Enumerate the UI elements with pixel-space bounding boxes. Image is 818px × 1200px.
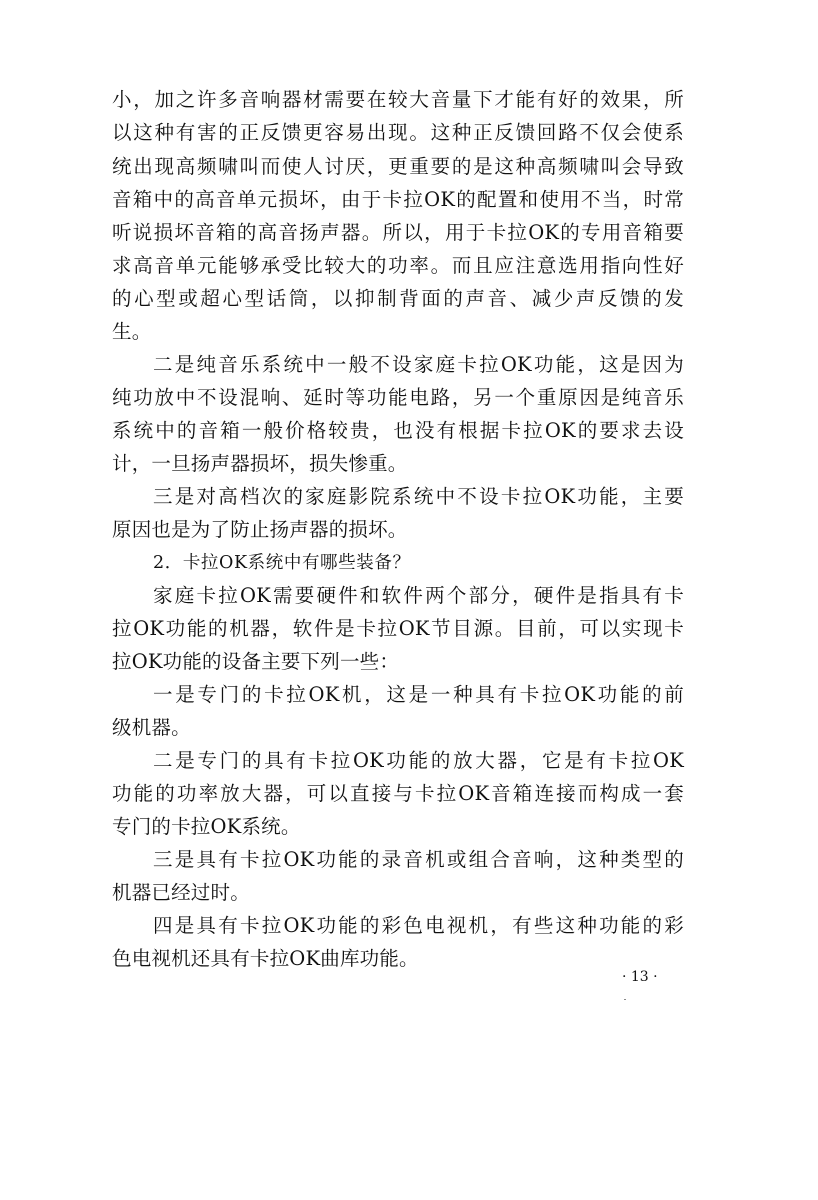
text-line: 功能的功率放大器，可以直接与卡拉OK音箱连接而构成一套 [112, 782, 684, 805]
text-line: 求高音单元能够承受比较大的功率。而且应注意选用指向性好 [112, 254, 684, 277]
text-line: 二是纯音乐系统中一般不设家庭卡拉OK功能，这是因为 [153, 353, 684, 376]
text-line: 音箱中的高音单元损坏，由于卡拉OK的配置和使用不当，时常 [112, 188, 684, 211]
text-line: 的心型或超心型话筒，以抑制背面的声音、减少声反馈的发 [112, 287, 684, 310]
scan-speck [624, 999, 626, 1000]
text-line: 二是专门的具有卡拉OK功能的放大器，它是有卡拉OK [153, 749, 684, 772]
text-line: 四是具有卡拉OK功能的彩色电视机，有些这种功能的彩 [153, 914, 684, 937]
text-line: 三是具有卡拉OK功能的录音机或组合音响，这种类型的 [153, 848, 684, 871]
section-heading: 2．卡拉OK系统中有哪些装备？ [153, 553, 411, 573]
text-line: 生。 [112, 320, 152, 343]
text-line: 以这种有害的正反馈更容易出现。这种正反馈回路不仅会使系 [112, 121, 684, 144]
text-line: 计，一旦扬声器损坏，损失惨重。 [112, 452, 408, 475]
text-line: 三是对高档次的家庭影院系统中不设卡拉OK功能，主要 [153, 485, 684, 508]
text-line: 拉OK功能的机器，软件是卡拉OK节目源。目前，可以实现卡 [112, 617, 684, 640]
text-line: 系统中的音箱一般价格较贵，也没有根据卡拉OK的要求去设 [112, 419, 684, 442]
text-line: 纯功放中不设混响、延时等功能电路，另一个重原因是纯音乐 [112, 386, 684, 409]
text-line: 拉OK功能的设备主要下列一些： [112, 650, 400, 673]
page-number: · 13 · [622, 969, 658, 985]
text-line: 小，加之许多音响器材需要在较大音量下才能有好的效果，所 [112, 88, 684, 111]
text-line: 色电视机还具有卡拉OK曲库功能。 [112, 947, 419, 970]
text-line: 原因也是为了防止扬声器的损坏。 [112, 518, 408, 541]
text-line: 级机器。 [112, 716, 191, 739]
text-line: 统出现高频啸叫而使人讨厌，更重要的是这种高频啸叫会导致 [112, 155, 684, 178]
text-line: 专门的卡拉OK系统。 [112, 815, 301, 838]
text-line: 家庭卡拉OK需要硬件和软件两个部分，硬件是指具有卡 [153, 584, 684, 607]
text-line: 听说损坏音箱的高音扬声器。所以，用于卡拉OK的专用音箱要 [112, 221, 684, 244]
text-line: 机器已经过时。 [112, 881, 250, 904]
text-line: 一是专门的卡拉OK机，这是一种具有卡拉OK功能的前 [153, 683, 684, 706]
